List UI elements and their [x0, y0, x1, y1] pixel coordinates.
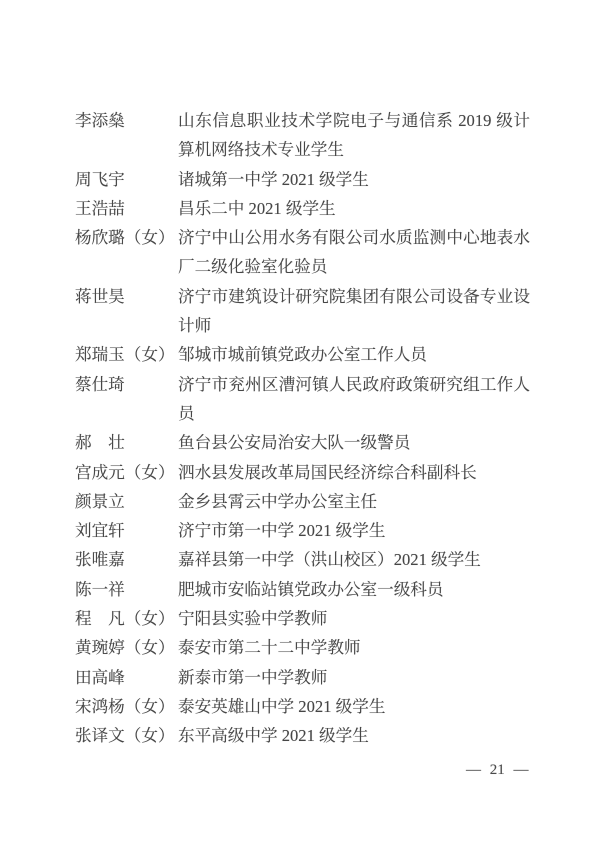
affiliation-line: 昌乐二中 2021 级学生 [178, 198, 336, 218]
person-affiliation [178, 458, 530, 487]
affiliation-line: 新泰市第一中学教师 [178, 667, 328, 687]
person-affiliation [178, 487, 530, 516]
person-affiliation [178, 106, 530, 165]
affiliation-line: 厂二级化验室化验员 [178, 257, 328, 277]
person-name: 黄琬婷（女） [75, 638, 175, 658]
person-affiliation [178, 516, 530, 545]
affiliation-line: 泰安英雄山中学 2021 级学生 [178, 696, 386, 716]
roster-entry [75, 282, 537, 341]
affiliation-line: 肥城市安临站镇党政办公室一级科员 [178, 579, 444, 599]
person-name: 李添燊 [75, 111, 125, 130]
roster-entry [75, 604, 537, 633]
affiliation-line: 东平高级中学 2021 级学生 [178, 726, 369, 746]
person-name: 王浩喆 [75, 198, 125, 218]
person-affiliation [178, 604, 530, 633]
person-affiliation [178, 575, 530, 604]
roster [75, 106, 537, 751]
affiliation-line: 济宁中山公用水务有限公司水质监测中心地表水 [178, 228, 530, 248]
roster-entry [75, 340, 537, 369]
person-affiliation [178, 692, 530, 721]
affiliation-line: 算机网络技术专业学生 [178, 140, 344, 160]
person-affiliation [178, 428, 530, 457]
person-name: 郑瑞玉（女） [75, 345, 175, 365]
roster-entry [75, 633, 537, 662]
person-name: 程 凡（女） [75, 609, 175, 629]
affiliation-line: 泗水县发展改革局国民经济综合科副科长 [178, 462, 477, 482]
roster-entry [75, 487, 537, 516]
roster-entry [75, 458, 537, 487]
affiliation-line: 济宁市建筑设计研究院集团有限公司设备专业设 [178, 286, 530, 306]
person-name: 张译文（女） [75, 726, 175, 746]
person-affiliation [178, 165, 530, 194]
roster-entry [75, 223, 537, 282]
roster-entry [75, 165, 537, 194]
person-name: 刘宜轩 [75, 521, 125, 541]
person-affiliation [178, 663, 530, 692]
affiliation-line: 嘉祥县第一中学（洪山校区）2021 级学生 [178, 550, 481, 570]
roster-entry [75, 692, 537, 721]
roster-entry [75, 428, 537, 457]
person-affiliation [178, 370, 530, 429]
affiliation-line: 金乡县霄云中学办公室主任 [178, 491, 378, 511]
affiliation-line: 宁阳县实验中学教师 [178, 609, 328, 629]
roster-entry [75, 575, 537, 604]
affiliation-line: 济宁市第一中学 2021 级学生 [178, 521, 386, 541]
roster-entry [75, 370, 537, 429]
person-affiliation [178, 545, 530, 574]
person-name: 蔡仕琦 [75, 374, 125, 394]
roster-entry [75, 545, 537, 574]
affiliation-line: 济宁市兖州区漕河镇人民政府政策研究组工作人 [178, 374, 530, 394]
person-name: 郝 壮 [75, 433, 125, 453]
affiliation-line: 诸城第一中学 2021 级学生 [178, 169, 369, 189]
roster-entry [75, 194, 537, 223]
person-affiliation [178, 223, 530, 282]
person-affiliation [178, 340, 530, 369]
person-affiliation [178, 194, 530, 223]
person-affiliation [178, 633, 530, 662]
page-number: — 21 — [466, 762, 529, 778]
affiliation-line: 山东信息职业技术学院电子与通信系 2019 级计 [178, 111, 530, 130]
person-name: 蒋世昊 [75, 286, 125, 306]
person-name: 周飞宇 [75, 169, 125, 189]
affiliation-line: 计师 [178, 316, 212, 336]
roster-entry [75, 721, 537, 750]
person-name: 颜景立 [75, 491, 125, 511]
affiliation-line: 鱼台县公安局治安大队一级警员 [178, 433, 411, 453]
affiliation-line: 员 [178, 403, 195, 423]
person-name: 田高峰 [75, 667, 125, 687]
person-name: 宫成元（女） [75, 462, 175, 482]
roster-entry [75, 516, 537, 545]
affiliation-line: 泰安市第二十二中学教师 [178, 638, 361, 658]
person-affiliation [178, 721, 530, 750]
person-affiliation [178, 282, 530, 341]
person-name: 陈一祥 [75, 579, 125, 599]
roster-entry [75, 106, 537, 165]
person-name: 张唯嘉 [75, 550, 125, 570]
person-name: 杨欣璐（女） [75, 228, 175, 248]
affiliation-line: 邹城市城前镇党政办公室工作人员 [178, 345, 427, 365]
roster-entry [75, 663, 537, 692]
person-name: 宋鸿杨（女） [75, 696, 175, 716]
